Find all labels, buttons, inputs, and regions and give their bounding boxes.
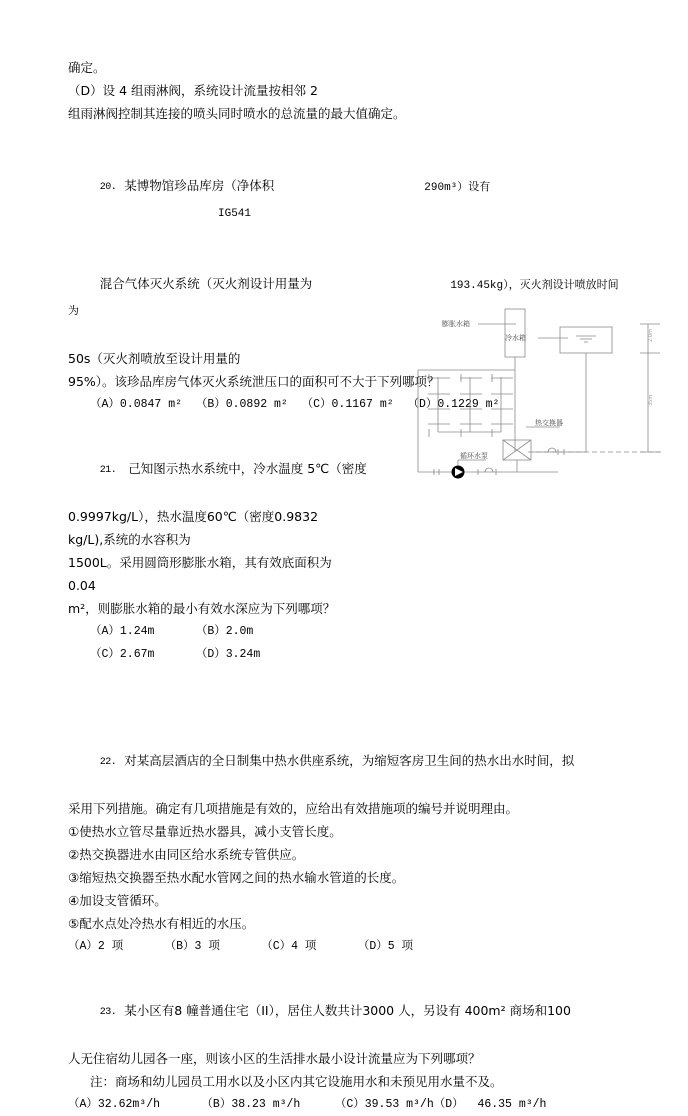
document-body xyxy=(68,56,624,1116)
dimension-upper-label: 2.0m xyxy=(648,329,654,342)
heat-exchanger-label: 热交换器 xyxy=(535,419,563,427)
spacer xyxy=(68,666,624,726)
question-21-number: 21. xyxy=(99,465,117,476)
question-20-line-4: 95%）。该珍品库房气体灭火系统泄压口的面积可不大于下列哪项？ xyxy=(68,374,440,389)
carryover-line-2: （D）设 4 组雨淋阀，系统设计流量按相邻 2 xyxy=(68,83,318,98)
question-22-item-2: ②热交换器进水由同区给水系统专管供应。 xyxy=(68,847,305,862)
question-21-line-3: kg/L),系统的水容积为 xyxy=(68,532,191,547)
question-23 xyxy=(68,976,624,1116)
question-21-text-a: 己知图示热水系统中，冷水温度 5℃（密度 xyxy=(128,461,367,476)
question-22-line-1 xyxy=(68,726,624,797)
carryover-line-1: 确定。 xyxy=(68,60,106,75)
question-23-line-2: 人无住宿幼儿园各一座，则该小区的生活排水最小设计流量应为下列哪项？ xyxy=(68,1051,481,1066)
question-21-line-6: m²，则膨胀水箱的最小有效水深应为下列哪项？ xyxy=(68,601,336,616)
question-23-text-a: 某小区有8 幢普通住宅（II），居住人数共计3000 人，另设有 400m² 商场和100 xyxy=(124,1003,571,1018)
question-20-line-1 xyxy=(68,151,624,249)
question-22-line-2: 采用下列措施。确定有几项措施是有效的，应给出有效措施项的编号并说明理由。 xyxy=(68,801,519,816)
hot-water-system-diagram xyxy=(408,272,668,492)
question-20-mass: 193.45kg），灭火剂设计喷放时间为 xyxy=(68,280,619,318)
question-20-line-3: 50s（灭火剂喷放至设计用量的 xyxy=(68,351,241,366)
cold-water-tank-label: 冷水箱 xyxy=(505,334,526,342)
spacer xyxy=(68,125,624,151)
expansion-tank-body xyxy=(505,309,525,357)
question-20-text-a: 某博物馆珍品库房（净体积 xyxy=(124,178,275,193)
question-20-agent: IG541 xyxy=(218,208,252,220)
question-22-text-a: 对某高层酒店的全日制集中热水供座系统，为缩短客房卫生间的热水出水时间，拟 xyxy=(124,753,575,768)
question-22-item-5: ⑤配水点处冷热水有相近的水压。 xyxy=(68,916,255,931)
circulation-pump-label: 循环水泵 xyxy=(460,452,488,460)
cold-water-tank-body xyxy=(560,327,612,353)
question-21-line-5: 0.04 xyxy=(68,578,96,593)
question-20-number: 20. xyxy=(99,182,117,193)
question-21-line-2: 0.9997kg/L），热水温度60℃（密度0.9832 xyxy=(68,509,319,524)
question-20-text-b: 混合气体灭火系统（灭火剂设计用量为 xyxy=(99,276,313,291)
question-21-options-row-2[interactable]: （C）2.67m （D）3.24m xyxy=(90,648,261,661)
question-22-item-4: ④加设支管循环。 xyxy=(68,893,167,908)
carryover-line-3: 组雨淋阀控制其连接的喷头同时喷水的总流量的最大值确定。 xyxy=(68,106,406,121)
question-21-line-4: 1500L。采用圆筒形膨胀水箱，其有效底面积为 xyxy=(68,555,332,570)
question-20-options[interactable]: （A）0.0847 m² （B）0.0892 m² （C）0.1167 m² （D）0.1229 m² xyxy=(90,398,500,411)
question-20-volume: 290m³）设有 xyxy=(424,182,491,194)
question-23-note: 注：商场和幼儿园员工用水以及小区内其它设施用水和未预见用水量不及。 xyxy=(90,1074,503,1089)
expansion-tank-label: 膨胀水箱 xyxy=(442,320,470,328)
question-22-item-1: ①使热水立管尽量靠近热水器具，减小支管长度。 xyxy=(68,824,342,839)
carryover-block xyxy=(68,56,624,125)
spacer xyxy=(68,958,624,976)
question-22 xyxy=(68,726,624,958)
question-22-item-3: ③缩短热交换器至热水配水管网之间的热水输水管道的长度。 xyxy=(68,870,405,885)
question-21-options-row-1[interactable]: （A）1.24m （B）2.0m xyxy=(90,625,254,638)
question-23-options[interactable]: （A）32.62m³/h （B）38.23 m³/h （C）39.53 m³/h（D） 46.35 m³/h xyxy=(68,1098,547,1111)
question-23-number: 23. xyxy=(99,1007,117,1018)
question-23-line-1 xyxy=(68,976,624,1047)
dimension-lower-label: 35m xyxy=(648,394,654,406)
question-22-number: 22. xyxy=(99,757,117,768)
question-22-options[interactable]: （A）2 项 （B）3 项 （C）4 项 （D）5 项 xyxy=(68,940,414,953)
